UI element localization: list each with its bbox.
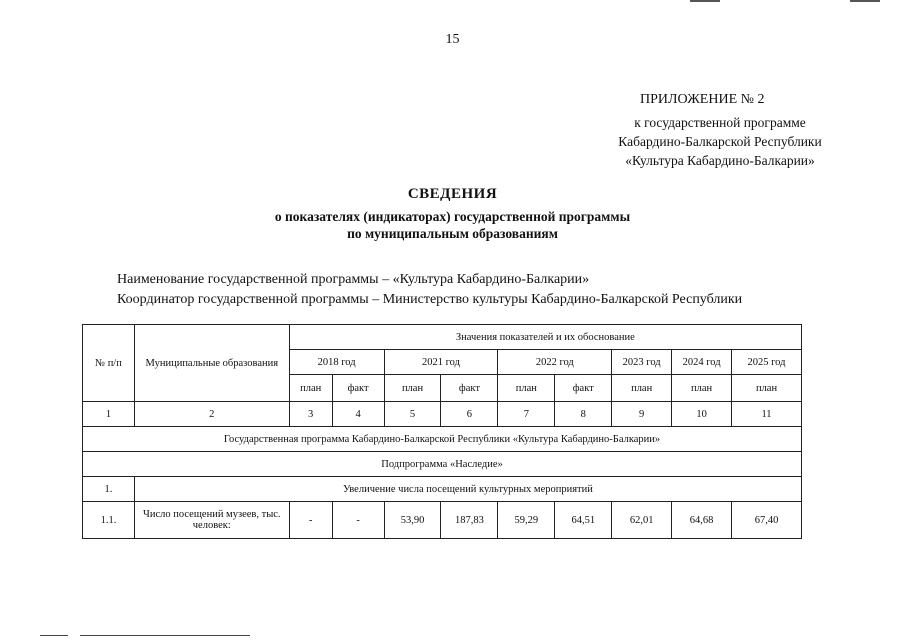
sub-header: факт [441, 375, 498, 402]
section-label: Увеличение числа посещений культурных мероприятий [134, 477, 801, 502]
document-title: СВЕДЕНИЯ [407, 186, 498, 202]
row-value: 59,29 [498, 502, 555, 539]
subtitle-line-2: по муниципальным образованиям [347, 226, 558, 241]
row-value: - [289, 502, 332, 539]
subprogram-row [83, 452, 802, 477]
column-index: 3 [289, 402, 332, 427]
year-2024: 2024 год [672, 350, 732, 375]
subprogram-row-label: Подпрограмма «Наследие» [83, 452, 802, 477]
appendix-line-2: Кабардино-Балкарской Республики [618, 134, 822, 149]
row-value: 187,83 [441, 502, 498, 539]
header-num: № п/п [83, 325, 135, 402]
column-index: 1 [83, 402, 135, 427]
appendix-line-1: к государственной программе [634, 115, 806, 130]
appendix-title: ПРИЛОЖЕНИЕ № 2 [640, 92, 765, 107]
row-value: - [332, 502, 384, 539]
year-2023: 2023 год [612, 350, 672, 375]
row-value: 64,51 [555, 502, 612, 539]
column-index: 11 [732, 402, 802, 427]
row-value: 67,40 [732, 502, 802, 539]
sub-header: план [612, 375, 672, 402]
section-num: 1. [83, 477, 135, 502]
sub-header: план [384, 375, 441, 402]
page-number: 15 [445, 32, 460, 47]
indicators-table [82, 324, 802, 539]
row-name: Число посещений музеев, тыс. человек: [134, 502, 289, 539]
column-index: 7 [498, 402, 555, 427]
year-2022: 2022 год [498, 350, 612, 375]
subtitle-line-1: о показателях (индикаторах) государственной программы [274, 209, 631, 224]
scan-mark-top [690, 0, 720, 2]
sub-header: план [498, 375, 555, 402]
column-index: 6 [441, 402, 498, 427]
scan-mark-top-right [850, 0, 880, 2]
header-municipal: Муниципальные образования [134, 325, 289, 402]
column-index: 2 [134, 402, 289, 427]
appendix-reference [580, 113, 860, 170]
year-2025: 2025 год [732, 350, 802, 375]
header-values: Значения показателей и их обоснование [289, 325, 801, 350]
row-value: 53,90 [384, 502, 441, 539]
scan-artifact-line [80, 635, 250, 636]
row-value: 64,68 [672, 502, 732, 539]
document-subtitle [200, 208, 705, 242]
scan-artifact-line [40, 635, 68, 636]
column-index: 4 [332, 402, 384, 427]
row-value: 62,01 [612, 502, 672, 539]
table-row [83, 502, 802, 539]
section-row [83, 477, 802, 502]
year-2021: 2021 год [384, 350, 498, 375]
column-index: 8 [555, 402, 612, 427]
header-row-1 [83, 325, 802, 350]
column-index: 5 [384, 402, 441, 427]
sub-header: факт [332, 375, 384, 402]
sub-header: факт [555, 375, 612, 402]
program-row-label: Государственная программа Кабардино-Балкарской Республики «Культура Кабардино-Балкарии» [83, 427, 802, 452]
sub-header: план [732, 375, 802, 402]
column-index: 9 [612, 402, 672, 427]
row-num: 1.1. [83, 502, 135, 539]
sub-header: план [289, 375, 332, 402]
program-coordinator: Координатор государственной программы – Министерство культуры Кабардино-Балкарской Республики [117, 292, 743, 307]
program-row [83, 427, 802, 452]
program-name: Наименование государственной программы – «Культура Кабардино-Балкарии» [117, 272, 590, 287]
column-index-row [83, 402, 802, 427]
appendix-line-3: «Культура Кабардино-Балкарии» [625, 153, 815, 168]
column-index: 10 [672, 402, 732, 427]
year-2018: 2018 год [289, 350, 384, 375]
sub-header: план [672, 375, 732, 402]
